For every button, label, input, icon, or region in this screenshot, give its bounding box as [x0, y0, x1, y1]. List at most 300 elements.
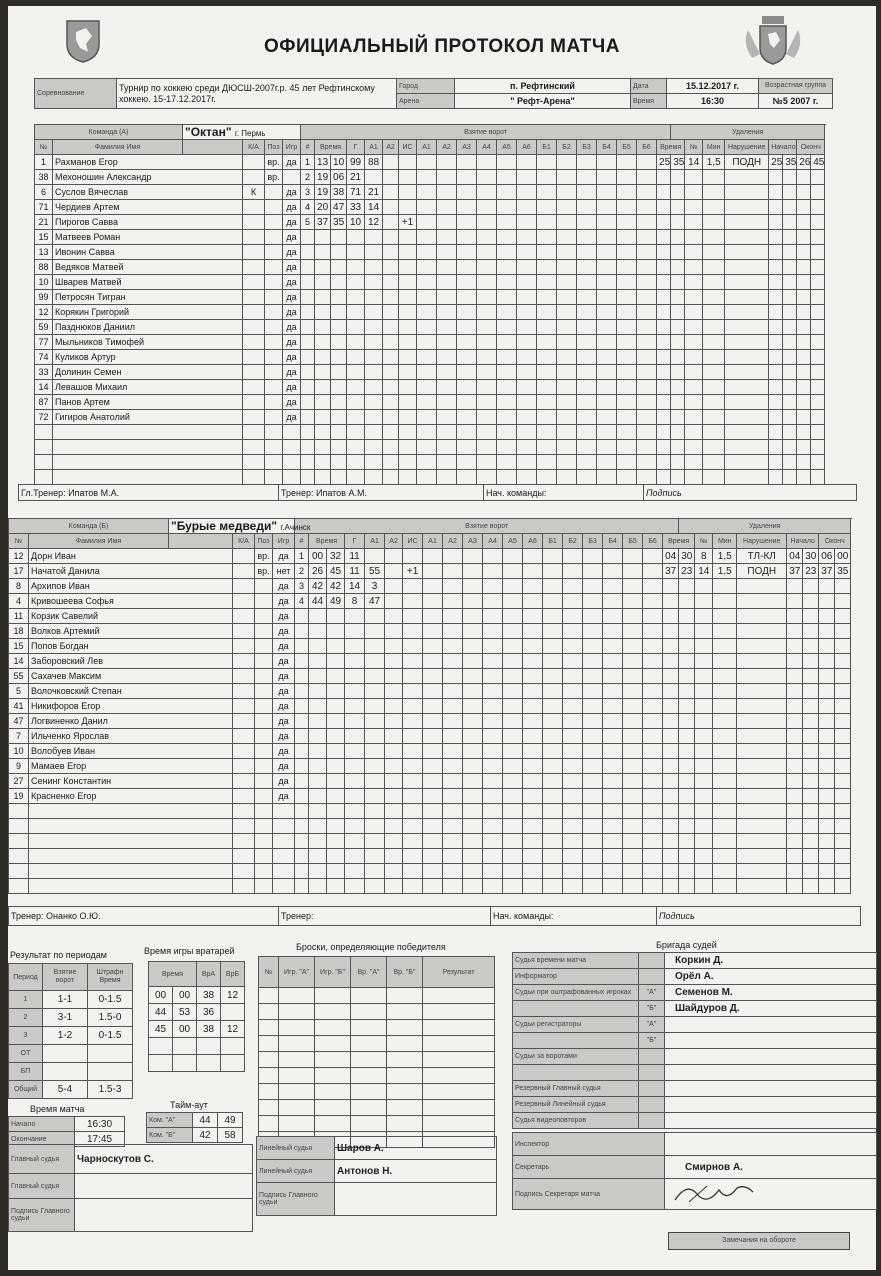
goal-second [331, 230, 347, 245]
player-played: да [283, 215, 301, 230]
goalie-m: 45 [149, 1021, 173, 1038]
col-goal-time: Время [309, 534, 345, 549]
pen-minute [663, 834, 679, 849]
pen-end-sec [835, 804, 851, 819]
goal-a2 [383, 320, 399, 335]
pen-start-min [787, 654, 803, 669]
pen-start-min [769, 200, 783, 215]
player-pos [265, 290, 283, 305]
goal-a1 [365, 849, 385, 864]
situation-cell [477, 215, 497, 230]
goal-a2 [383, 260, 399, 275]
situation-cell [523, 594, 543, 609]
pen-min [713, 879, 737, 894]
goalie-a [197, 1055, 221, 1072]
situation-cell [603, 669, 623, 684]
goal-is [399, 455, 417, 470]
pen-min [713, 849, 737, 864]
col-a1: А1 [365, 140, 383, 155]
secretary-name: Смирнов А. [665, 1156, 877, 1179]
goal-second [331, 290, 347, 305]
situation-cell [537, 155, 557, 170]
goal-g [347, 260, 365, 275]
match-end: 17:45 [75, 1132, 125, 1147]
pen-number [695, 849, 713, 864]
player-name [53, 425, 243, 440]
table-row [259, 1036, 495, 1052]
goal-a2 [383, 170, 399, 185]
situation-cell [483, 804, 503, 819]
situation-cell [637, 335, 657, 350]
situation-cell [437, 425, 457, 440]
pen-start-sec [803, 609, 819, 624]
pen-start-min [769, 170, 783, 185]
situation-cell [563, 684, 583, 699]
pen-second [671, 185, 685, 200]
situation-cell [577, 290, 597, 305]
goal-second [327, 744, 345, 759]
goal-minute [309, 639, 327, 654]
shootout-cell [387, 1084, 423, 1100]
goal-minute [315, 260, 331, 275]
col-situation: Б1 [543, 534, 563, 549]
pen-end-min [797, 305, 811, 320]
situation-cell [523, 564, 543, 579]
situation-cell [537, 290, 557, 305]
player-ka [233, 699, 255, 714]
pen-start-sec [803, 774, 819, 789]
goal-number [295, 729, 309, 744]
table-row [513, 1113, 877, 1129]
goal-number [301, 395, 315, 410]
player-ka [243, 290, 265, 305]
goal-second [327, 864, 345, 879]
situation-cell [517, 440, 537, 455]
period-goals [43, 1045, 88, 1063]
pen-start-min [787, 579, 803, 594]
pen-second [671, 230, 685, 245]
player-pos [255, 729, 273, 744]
team-a-chief-label: Нач. команды: [486, 487, 547, 498]
shootout-cell [387, 1116, 423, 1132]
col-ka: К/А [233, 534, 255, 549]
situation-cell [623, 609, 643, 624]
table-row [9, 684, 851, 699]
player-number: 27 [9, 774, 29, 789]
situation-cell [423, 834, 443, 849]
pen-start-sec [783, 185, 797, 200]
team-a-coach2: Ипатов А.М. [316, 487, 367, 498]
pen-violation [737, 714, 787, 729]
player-played [283, 455, 301, 470]
situation-cell [543, 864, 563, 879]
situation-cell [443, 744, 463, 759]
situation-cell [617, 440, 637, 455]
situation-cell [603, 684, 623, 699]
situation-cell [483, 594, 503, 609]
situation-cell [597, 230, 617, 245]
pen-violation [737, 579, 787, 594]
goal-number [301, 425, 315, 440]
table-row [9, 774, 851, 789]
goal-a1 [365, 455, 383, 470]
col-pen-end: Оконч [797, 140, 825, 155]
situation-cell [443, 804, 463, 819]
shootout-col: Вр. "А" [351, 957, 387, 988]
goal-g: 11 [345, 564, 365, 579]
situation-cell [617, 155, 637, 170]
situation-cell [543, 819, 563, 834]
situation-cell [417, 440, 437, 455]
table-row [35, 260, 825, 275]
situation-cell [483, 834, 503, 849]
pen-end-min [797, 395, 811, 410]
player-played: да [283, 290, 301, 305]
situation-cell [443, 639, 463, 654]
shootout-cell [279, 1084, 315, 1100]
pen-start-min [769, 305, 783, 320]
pen-violation [725, 230, 769, 245]
pen-start-sec [803, 714, 819, 729]
goal-g [345, 774, 365, 789]
situation-cell [603, 579, 623, 594]
situation-cell [497, 275, 517, 290]
pen-min [703, 185, 725, 200]
arena-value: " Рефт-Арена" [455, 94, 631, 109]
situation-cell [463, 714, 483, 729]
situation-cell [603, 594, 623, 609]
situation-cell [557, 155, 577, 170]
goal-is [399, 320, 417, 335]
pen-min [713, 624, 737, 639]
timeout-b-min: 42 [193, 1128, 218, 1143]
goal-a1 [365, 170, 383, 185]
situation-cell [417, 470, 437, 485]
player-number: 47 [9, 714, 29, 729]
goal-a2 [385, 759, 403, 774]
pen-start-min [769, 275, 783, 290]
player-ka [243, 410, 265, 425]
situation-cell [423, 684, 443, 699]
team-a-sign-label: Подпись [646, 487, 682, 498]
situation-cell [497, 185, 517, 200]
shootout-cell [351, 1052, 387, 1068]
situation-cell [557, 470, 577, 485]
situation-cell [457, 185, 477, 200]
col-pos: Поз [255, 534, 273, 549]
player-pos [255, 744, 273, 759]
table-row [9, 864, 851, 879]
situation-cell [597, 320, 617, 335]
goal-a1 [365, 425, 383, 440]
pen-minute [657, 395, 671, 410]
pen-minute [657, 320, 671, 335]
goal-minute [315, 335, 331, 350]
goal-number: 1 [295, 549, 309, 564]
team-a-section [34, 124, 825, 485]
pen-start-sec: 30 [803, 549, 819, 564]
table-row [513, 1049, 877, 1065]
player-ka [243, 200, 265, 215]
goal-minute [315, 440, 331, 455]
situation-cell [563, 849, 583, 864]
col-played: Игр [273, 534, 295, 549]
pen-violation [725, 245, 769, 260]
situation-cell [437, 215, 457, 230]
situation-cell [523, 864, 543, 879]
goal-a2 [383, 215, 399, 230]
goal-a1 [365, 260, 383, 275]
goal-number: 4 [295, 594, 309, 609]
player-pos [265, 455, 283, 470]
pen-start-min [787, 639, 803, 654]
player-ka [243, 305, 265, 320]
situation-cell [637, 185, 657, 200]
goal-a2 [385, 699, 403, 714]
table-row [9, 639, 851, 654]
situation-cell [603, 654, 623, 669]
situation-cell [457, 215, 477, 230]
situation-cell [477, 350, 497, 365]
player-name: Ильченко Ярослав [29, 729, 233, 744]
pen-start-sec [803, 639, 819, 654]
player-number: 6 [35, 185, 53, 200]
goal-g [347, 335, 365, 350]
shootout-cell [351, 1036, 387, 1052]
situation-cell [537, 170, 557, 185]
referee-role [513, 1001, 639, 1017]
pen-min [703, 290, 725, 305]
pen-number [685, 320, 703, 335]
situation-cell [503, 654, 523, 669]
situation-cell [463, 699, 483, 714]
table-row [149, 987, 245, 1004]
pen-start-sec [803, 849, 819, 864]
pen-violation [725, 185, 769, 200]
situation-cell [603, 744, 623, 759]
pen-end-sec [835, 864, 851, 879]
situation-cell [503, 699, 523, 714]
pen-end-min [797, 410, 811, 425]
table-row [513, 969, 877, 985]
goal-g: 10 [347, 215, 365, 230]
table-row [9, 714, 851, 729]
goal-second [327, 759, 345, 774]
pen-start-sec [783, 380, 797, 395]
pen-start-sec [803, 594, 819, 609]
player-pos [255, 609, 273, 624]
goal-g: 8 [345, 594, 365, 609]
pen-number [685, 395, 703, 410]
goal-a2 [383, 350, 399, 365]
time-value: 16:30 [667, 94, 759, 109]
col-pen-time: Время [657, 140, 685, 155]
goal-number: 2 [301, 170, 315, 185]
player-number: 14 [35, 380, 53, 395]
situation-cell [417, 350, 437, 365]
pen-violation [737, 624, 787, 639]
goal-second [327, 834, 345, 849]
pen-start-min [769, 470, 783, 485]
situation-cell [637, 440, 657, 455]
player-pos [255, 699, 273, 714]
pen-start-sec [803, 684, 819, 699]
situation-cell [583, 864, 603, 879]
shootout-cell [387, 1004, 423, 1020]
goal-a1: 55 [365, 564, 385, 579]
situation-cell [477, 410, 497, 425]
situation-cell [577, 440, 597, 455]
referee-side: "А" [639, 985, 665, 1001]
goal-second [331, 305, 347, 320]
situation-cell [517, 425, 537, 440]
pen-end-sec [811, 440, 825, 455]
pen-min [703, 230, 725, 245]
pen-min [703, 395, 725, 410]
player-name: Логвиненко Данил [29, 714, 233, 729]
goal-is [403, 684, 423, 699]
situation-cell [443, 759, 463, 774]
situation-cell [423, 699, 443, 714]
situation-cell [643, 849, 663, 864]
player-name [29, 804, 233, 819]
situation-cell [637, 230, 657, 245]
goal-a2 [383, 155, 399, 170]
pen-violation [725, 395, 769, 410]
pen-min [703, 245, 725, 260]
situation-cell [557, 320, 577, 335]
situation-cell [637, 350, 657, 365]
pen-minute [657, 380, 671, 395]
goal-is [403, 774, 423, 789]
player-played [283, 170, 301, 185]
goal-a1: 3 [365, 579, 385, 594]
situation-cell [577, 455, 597, 470]
goal-number [295, 684, 309, 699]
pen-second [671, 395, 685, 410]
goal-g [347, 470, 365, 485]
goal-second [331, 365, 347, 380]
player-played: да [273, 639, 295, 654]
goalie-b-col: ВрБ [221, 962, 245, 987]
pen-start-min [787, 789, 803, 804]
col-g: Г [345, 534, 365, 549]
situation-cell [443, 864, 463, 879]
team-a-coach-label: Гл.Тренер: [21, 487, 66, 498]
goal-minute [309, 834, 327, 849]
player-pos [265, 440, 283, 455]
pen-second [679, 744, 695, 759]
shootout-cell [315, 1020, 351, 1036]
referee-name [665, 1097, 877, 1113]
team_b-city: г.Ачинск [280, 523, 311, 532]
situation-cell [517, 470, 537, 485]
pen-start-min [787, 819, 803, 834]
arena-label: Арена [397, 94, 455, 109]
situation-cell [557, 290, 577, 305]
referee-name: Семенов М. [665, 985, 877, 1001]
pen-violation [725, 455, 769, 470]
situation-cell [637, 170, 657, 185]
pen-minute [663, 684, 679, 699]
pen-violation [737, 639, 787, 654]
player-ka [233, 864, 255, 879]
pen-end-sec [811, 215, 825, 230]
pen-end-min [819, 669, 835, 684]
goal-minute [309, 819, 327, 834]
pen-end-min [819, 639, 835, 654]
situation-cell [417, 275, 437, 290]
col-situation: Б3 [583, 534, 603, 549]
pen-end-min [819, 819, 835, 834]
pen-end-sec [835, 744, 851, 759]
player-pos [265, 230, 283, 245]
goal-number [301, 350, 315, 365]
pen-end-min [819, 624, 835, 639]
player-ka [233, 714, 255, 729]
goal-is [403, 654, 423, 669]
player-ka [233, 789, 255, 804]
shootout-cell [279, 988, 315, 1004]
goal-is [403, 714, 423, 729]
pen-start-sec [783, 425, 797, 440]
player-number [9, 819, 29, 834]
goal-minute [309, 714, 327, 729]
pen-start-min [769, 350, 783, 365]
team-b-coach-label: Тренер: [11, 911, 44, 921]
situation-cell [437, 410, 457, 425]
goal-is [403, 729, 423, 744]
situation-cell [483, 549, 503, 564]
situation-cell [523, 699, 543, 714]
pen-start-sec [783, 275, 797, 290]
col-pen-end: Оконч [819, 534, 851, 549]
situation-cell [617, 470, 637, 485]
shootout-cell [315, 1004, 351, 1020]
back-notes-label: Замечания на обороте [668, 1232, 850, 1250]
shootout-cell [315, 1116, 351, 1132]
situation-cell [417, 455, 437, 470]
referee-role: Резервный Линейный судья [513, 1097, 639, 1113]
pen-end-sec [811, 245, 825, 260]
goal-number [295, 609, 309, 624]
situation-cell [423, 564, 443, 579]
situation-cell [437, 155, 457, 170]
player-number: 17 [9, 564, 29, 579]
situation-cell [577, 470, 597, 485]
goal-minute [309, 804, 327, 819]
line-sign-label: Подпись Главного судьи [257, 1183, 335, 1216]
situation-cell [497, 425, 517, 440]
player-ka [233, 639, 255, 654]
referee-role [513, 1033, 639, 1049]
goalie-a-col: ВрА [197, 962, 221, 987]
situation-cell [423, 819, 443, 834]
referee-side [639, 953, 665, 969]
penalty-header: Удаления [671, 125, 825, 140]
pen-second [679, 669, 695, 684]
situation-cell [497, 170, 517, 185]
pen-number [685, 470, 703, 485]
pen-min [703, 380, 725, 395]
player-number: 59 [35, 320, 53, 335]
player-pos [255, 879, 273, 894]
situation-cell [563, 654, 583, 669]
col-pen-min: Мин [713, 534, 737, 549]
player-ka [233, 549, 255, 564]
situation-cell [443, 849, 463, 864]
goal-is [399, 440, 417, 455]
